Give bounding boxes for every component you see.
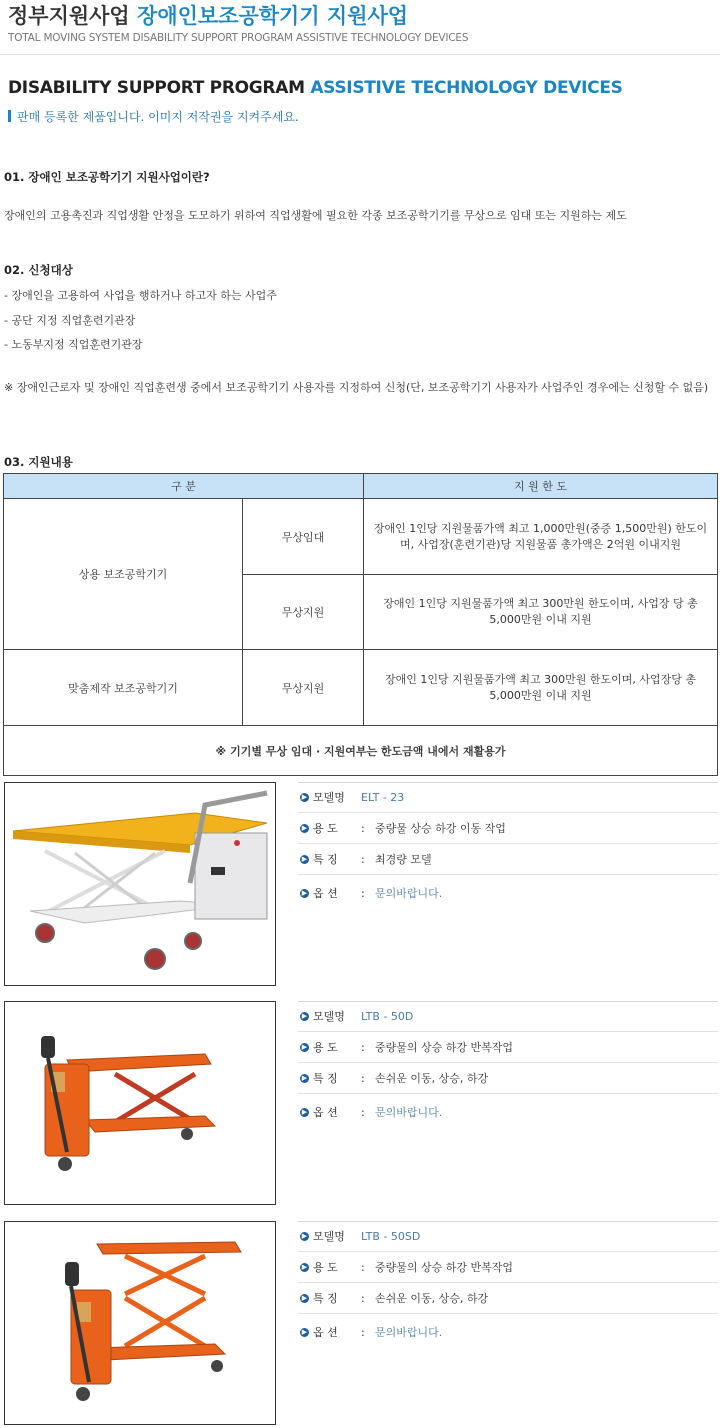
notice-bar: [8, 110, 11, 122]
table-header-category: 구 분: [4, 474, 364, 499]
product-image: [4, 1221, 276, 1425]
table-cell-limit: 장애인 1인당 지원물품가액 최고 300만원 한도이며, 사업장당 총 5,000만원 이내 지원: [364, 650, 718, 726]
bullet-arrow-icon: ▶: [301, 1011, 308, 1020]
product-use-row: ▶ 용 도 : 중량물의 상승 하강 반복작업: [298, 1252, 718, 1283]
product-info: [298, 1001, 718, 1130]
eligibility-note: ※ 장애인근로자 및 장애인 직업훈련생 중에서 보조공학기기 사용자를 지정하여 신청(단, 보조공학기기 사용자가 사업주인 경우에는 신청할 수 없음): [4, 381, 709, 394]
support-table: [3, 473, 718, 776]
bullet-arrow-icon: ▶: [301, 823, 308, 832]
bullet-arrow-icon: ▶: [301, 1327, 308, 1336]
bullet-arrow-icon: ▶: [301, 888, 308, 897]
table-cell-limit: 장애인 1인당 지원물품가액 최고 1,000만원(중증 1,500만원) 한도이며, 사업장(훈련기관)당 지원물품 총가액은 2억원 이내지원: [364, 499, 718, 575]
bullet-arrow-icon: ▶: [301, 1107, 308, 1116]
product-model-row: ▶ 모델명 ELT - 23: [298, 782, 718, 813]
page-title: 정부지원사업 장애인보조공학기기 지원사업: [8, 4, 409, 28]
header-divider: [0, 54, 720, 55]
table-cell-type: 무상임대: [243, 499, 364, 575]
lift-table-yellow-image: [5, 783, 275, 985]
product-image: [4, 782, 276, 986]
table-footer-note: ※ 기기별 무상 임대 · 지원여부는 한도금액 내에서 재활용가: [4, 726, 718, 776]
eligibility-item: - 공단 지정 직업훈련기관장: [4, 314, 136, 327]
eligibility-item: - 장애인을 고용하여 사업을 행하거나 하고자 하는 사업주: [4, 289, 277, 302]
section-1-text: 장애인의 고용촉진과 직업생활 안정을 도모하기 위하여 직업생활에 필요한 각종 보조공학기기를 무상으로 임대 또는 지원하는 제도: [4, 209, 627, 222]
bullet-arrow-icon: ▶: [301, 1073, 308, 1082]
bullet-arrow-icon: ▶: [301, 1042, 308, 1051]
bullet-arrow-icon: ▶: [301, 1231, 308, 1240]
page-header: [8, 2, 468, 44]
program-banner-title: DISABILITY SUPPORT PROGRAM ASSISTIVE TECHNOLOGY DEVICES: [8, 78, 623, 98]
product-model-row: ▶ 모델명 LTB - 50D: [298, 1001, 718, 1032]
section-2-heading: 02. 신청대상: [4, 263, 73, 277]
bullet-arrow-icon: ▶: [301, 1293, 308, 1302]
product-feature-row: ▶ 특 징 : 손쉬운 이동, 상승, 하강: [298, 1283, 718, 1314]
table-cell-category: 맞춤제작 보조공학기기: [4, 650, 243, 726]
product-option-row: ▶ 옵 션 : 문의바랍니다.: [301, 1105, 443, 1119]
table-cell-type: 무상지원: [243, 575, 364, 650]
product-use-row: ▶ 용 도 : 중량물 상승 하강 이동 작업: [298, 813, 718, 844]
eligibility-item: - 노동부지정 직업훈련기관장: [4, 338, 143, 351]
product-model-row: ▶ 모델명 LTB - 50SD: [298, 1221, 718, 1252]
product-info: [298, 782, 718, 911]
product-feature-row: ▶ 특 징 : 최경량 모델: [298, 844, 718, 875]
section-1-heading: 01. 장애인 보조공학기기 지원사업이란?: [4, 170, 210, 184]
lift-table-orange-double-image: [5, 1222, 275, 1424]
table-cell-type: 무상지원: [243, 650, 364, 726]
bullet-arrow-icon: ▶: [301, 854, 308, 863]
page-subtitle: TOTAL MOVING SYSTEM DISABILITY SUPPORT PROGRAM ASSISTIVE TECHNOLOGY DEVICES: [8, 32, 469, 44]
product-feature-row: ▶ 특 징 : 손쉬운 이동, 상승, 하강: [298, 1063, 718, 1094]
copyright-notice: 판매 등록한 제품입니다. 이미지 저작권을 지켜주세요.: [8, 108, 299, 125]
product-info: [298, 1221, 718, 1350]
table-header-limit: 지 원 한 도: [364, 474, 718, 499]
bullet-arrow-icon: ▶: [301, 792, 308, 801]
section-3-heading: 03. 지원내용: [4, 455, 73, 469]
bullet-arrow-icon: ▶: [301, 1262, 308, 1271]
table-cell-category: 상용 보조공학기기: [4, 499, 243, 650]
product-option-row: ▶ 옵 션 : 문의바랍니다.: [301, 886, 443, 900]
table-cell-limit: 장애인 1인당 지원물품가액 최고 300만원 한도이며, 사업장 당 총 5,000만원 이내 지원: [364, 575, 718, 650]
product-use-row: ▶ 용 도 : 중량물의 상승 하강 반복작업: [298, 1032, 718, 1063]
product-image: [4, 1001, 276, 1205]
lift-table-orange-image: [5, 1002, 275, 1204]
product-option-row: ▶ 옵 션 : 문의바랍니다.: [301, 1325, 443, 1339]
